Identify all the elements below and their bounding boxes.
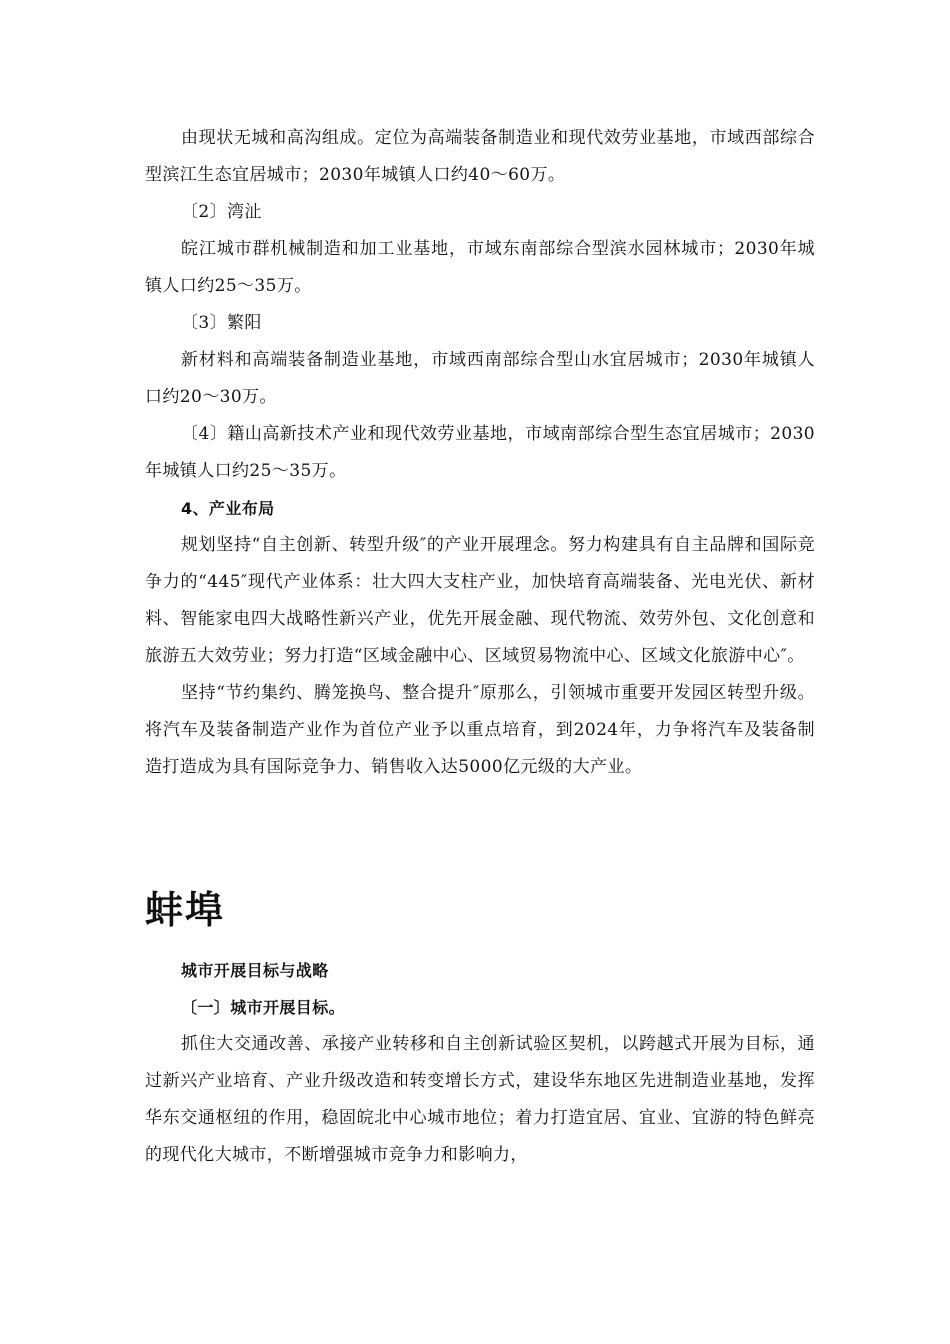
item-jishan: 〔4〕籍山高新技术产业和现代效劳业基地，市域南部综合型生态宜居城市；2030年城镇人口约25～35万。 xyxy=(145,424,815,481)
industry-paragraph-1: 规划坚持“自主创新、转型升级″的产业开展理念。努力构建具有自主品牌和国际竞争力的“445″现代产业体系：壮大四大支柱产业，加快培育高端装备、光电光伏、新材料、智能家电四大战略性新兴产业，优先开展金融、现代物流、效劳外包、文化创意和旅游五大效劳业；努力打造“区域金融中心、区域贸易物流中心、区域文化旅游中心″。 xyxy=(145,535,815,666)
section-spacer xyxy=(145,786,815,880)
section-subtitle: 城市开展目标与战略 xyxy=(181,961,329,980)
item-heading-wanzhi: 〔2〕湾沚 xyxy=(181,202,262,222)
goal-paragraph: 抓住大交通改善、承接产业转移和自主创新试验区契机，以跨越式开展为目标，通过新兴产业培育、产业升级改造和转变增长方式，建设华东地区先进制造业基地，发挥华东交通枢纽的作用，稳固皖北中心城市地位；着力打造宜居、宜业、宜游的特色鲜亮的现代化大城市，不断增强城市竞争力和影响力， xyxy=(145,1034,815,1165)
title-spacer xyxy=(145,940,815,952)
industry-heading: 4、产业布局 xyxy=(181,499,275,518)
intro-paragraph: 由现状无城和高沟组成。定位为高端装备制造业和现代效劳业基地，市域西部综合型滨江生态宜居城市；2030年城镇人口约40～60万。 xyxy=(145,128,815,185)
industry-paragraph-2: 坚持“节约集约、腾笼换鸟、整合提升″原那么，引领城市重要开发园区转型升级。将汽车及装备制造产业作为首位产业予以重点培育，到2024年，力争将汽车及装备制造打造成为具有国际竞争力、销售收入达5000亿元级的大产业。 xyxy=(145,683,815,777)
item-heading-fanyang: 〔3〕繁阳 xyxy=(181,313,262,333)
goal-heading: 〔一〕城市开展目标。 xyxy=(181,998,346,1017)
section-title: 蚌埠 xyxy=(145,888,226,932)
item-text-wanzhi: 皖江城市群机械制造和加工业基地，市域东南部综合型滨水园林城市；2030年城镇人口约25～35万。 xyxy=(145,239,815,296)
item-text-fanyang: 新材料和高端装备制造业基地，市域西南部综合型山水宜居城市；2030年城镇人口约20～30万。 xyxy=(145,350,815,407)
document-body xyxy=(145,120,815,1174)
